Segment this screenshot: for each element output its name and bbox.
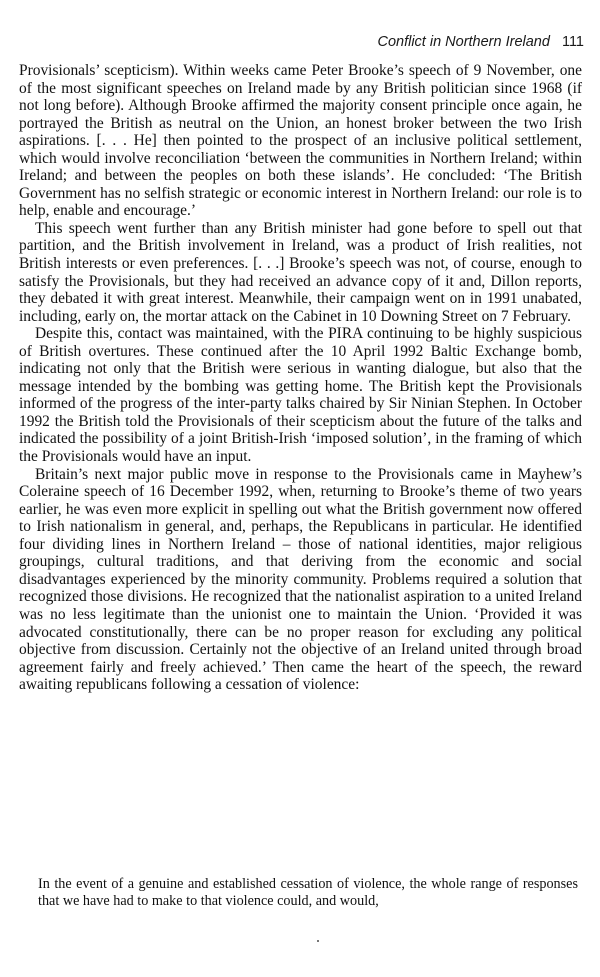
paragraph-2: This speech went further than any British minister had gone before to spell out that partition, and the British involvement in Ireland, was a product of Irish realities, not British interests or even preferences. [. . .] Brooke’s speech was not, of course, enough to satisfy the Provisionals, but they had received an advance copy of it and, Dillon reports, they debated it with great interest. Meanwhile, their campaign went on in 1991 unabated, including, early on, the mortar attack on the Cabinet in 10 Downing Street on 7 February.	[19, 219, 582, 325]
block-quote-text: In the event of a genuine and established cessation of violence, the whole range of responses that we have had to make to that violence could, and would,	[38, 876, 578, 909]
body-text	[19, 62, 582, 694]
running-head	[20, 34, 584, 50]
block-quote	[38, 876, 578, 910]
paragraph-4: Britain’s next major public move in response to the Provisionals came in Mayhew’s Coleraine speech of 16 December 1992, when, returning to Brooke’s theme of two years earlier, he was even more explicit in spelling out what the British government now offered to Irish nationalism in general, and, perhaps, the Republicans in particular. He identified four dividing lines in Northern Ireland – those of national identities, major religious groupings, cultural traditions, and that deriving from the economic and social disadvantages experienced by the minority community. Problems required a solution that recognized those divisions. He recognized that the nationalist aspiration to a united Ireland was no less legitimate than the unionist one to maintain the Union. ‘Provided it was advocated constitutionally, there can be no proper reason for excluding any political objective from discussion. Certainly not the objective of an Ireland united through broad agreement fairly and freely achieved.’ Then came the heart of the speech, the reward awaiting republicans following a cessation of violence:	[19, 465, 582, 694]
running-title: Conflict in Northern Ireland	[377, 34, 550, 50]
page-number: 111	[561, 34, 584, 50]
print-speck	[317, 940, 319, 942]
paragraph-1: Provisionals’ scepticism). Within weeks came Peter Brooke’s speech of 9 November, one of the most significant speeches on Ireland made by any British politician since 1968 (if not long before). Although Brooke affirmed the majority consent principle once again, he portrayed the British as neutral on the Union, an honest broker between the two Irish aspirations. [. . . He] then pointed to the prospect of an inclusive political settlement, which would involve reconciliation ‘between the communities in Northern Ireland; within Ireland; and between the peoples on both these islands’. He concluded: ‘The British Government has no selfish strategic or economic interest in Northern Ireland: our role is to help, enable and encourage.’	[19, 62, 582, 220]
paragraph-3: Despite this, contact was maintained, with the PIRA continuing to be highly suspicious of British overtures. These continued after the 10 April 1992 Baltic Exchange bomb, indicating not only that the British were serious in wanting dialogue, but also that the message intended by the bombing was getting home. The British kept the Provisionals informed of the progress of the inter-party talks chaired by Sir Ninian Stephen. In October 1992 the British told the Provisionals of their scepticism about the future of the talks and indicated the possibility of a joint British-Irish ‘imposed solution’, in the framing of which the Provisionals would have an input.	[19, 325, 582, 466]
